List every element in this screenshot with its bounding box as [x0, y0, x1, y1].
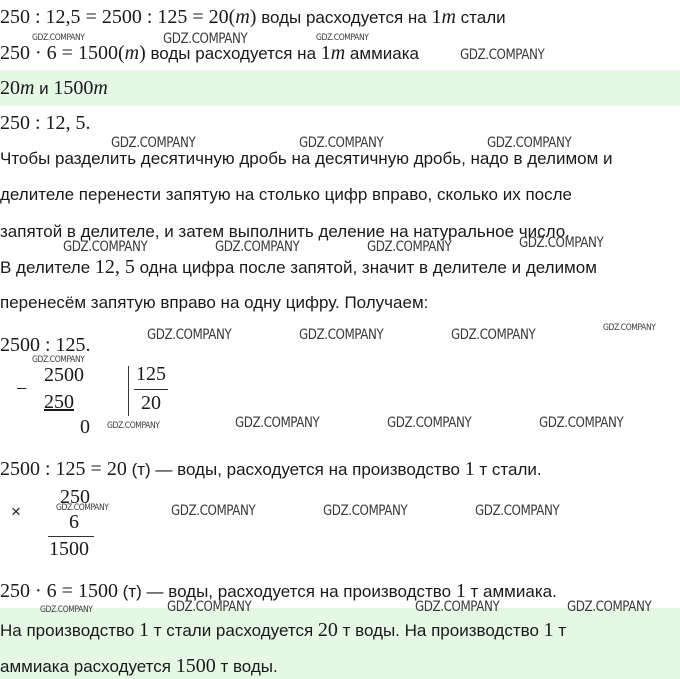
result-line-2: 250 · 6 = 1500 (т) — воды, расходуется на производство 1 т аммиака. [0, 580, 557, 602]
watermark: GDZ.COMPANY [387, 415, 472, 431]
mul-factor-b: 6 [69, 511, 79, 533]
watermark: GDZ.COMPANY [163, 31, 248, 47]
calc-line-2: 250 · 6 = 1500(т) воды расходуется на 1т аммиака [0, 42, 419, 64]
watermark: GDZ.COMPANY [32, 355, 85, 365]
watermark: GDZ.COMPANY [147, 327, 232, 343]
result-line-1: 2500 : 125 = 20 (т) — воды, расходуется на производство 1 т стали. [0, 458, 542, 480]
rule-line-3: запятой в делителе, и затем выполнить деление на натуральное число. [0, 222, 570, 241]
answer-line: 20т и 1500т [0, 77, 108, 99]
long-minus: − [16, 378, 28, 400]
watermark: GDZ.COMPANY [475, 503, 560, 519]
rule-line-4: В делителе 12, 5 одна цифра после запятой, значит в делителе и делимом [0, 256, 597, 278]
watermark: GDZ.COMPANY [451, 327, 536, 343]
mul-factor-a: 250 [60, 486, 90, 508]
watermark: GDZ.COMPANY [460, 47, 545, 63]
watermark: GDZ.COMPANY [63, 239, 148, 255]
conclusion-line-2: аммиака расходуется 1500 т воды. [0, 655, 278, 677]
conclusion-line-1: На производство 1 т стали расходуется 20 т воды. На производство 1 т [0, 619, 567, 641]
watermark: GDZ.COMPANY [171, 503, 256, 519]
watermark: GDZ.COMPANY [367, 239, 452, 255]
mul-rule [48, 536, 94, 537]
rule-line-1: Чтобы разделить десятичную дробь на десятичную дробь, надо в делимом и [0, 149, 613, 168]
watermark: GDZ.COMPANY [323, 503, 408, 519]
long-dividend: 2500 [44, 364, 84, 386]
calc-line-1: 250 : 12,5 = 2500 : 125 = 20(т) воды расходуется на 1т стали [0, 6, 506, 28]
long-subtrahend: 250 [44, 391, 74, 413]
watermark: GDZ.COMPANY [215, 239, 300, 255]
watermark: GDZ.COMPANY [40, 605, 93, 615]
watermark: GDZ.COMPANY [235, 415, 320, 431]
long-remainder: 0 [80, 416, 90, 438]
multiplication [0, 484, 200, 564]
long-division [0, 360, 200, 440]
watermark: GDZ.COMPANY [519, 235, 604, 251]
long-divisor: 125 [136, 363, 166, 385]
long-quotient: 20 [141, 392, 161, 414]
watermark: GDZ.COMPANY [107, 421, 160, 431]
divisor-rule [134, 389, 168, 390]
watermark: GDZ.COMPANY [56, 503, 109, 513]
watermark: GDZ.COMPANY [32, 33, 85, 43]
division-line: 250 : 12, 5. [0, 112, 91, 134]
watermark: GDZ.COMPANY [111, 135, 196, 151]
mul-result: 1500 [49, 538, 89, 560]
watermark: GDZ.COMPANY [299, 327, 384, 343]
watermark: GDZ.COMPANY [539, 415, 624, 431]
watermark: GDZ.COMPANY [167, 599, 252, 615]
watermark: GDZ.COMPANY [603, 323, 656, 333]
watermark: GDZ.COMPANY [415, 599, 500, 615]
watermark: GDZ.COMPANY [299, 135, 384, 151]
watermark: GDZ.COMPANY [487, 135, 572, 151]
watermark: GDZ.COMPANY [316, 33, 369, 43]
multiply-sign: × [11, 502, 21, 521]
division-line-2: 2500 : 125. [0, 334, 91, 356]
rule-line-2: делителе перенести запятую на столько цифр вправо, сколько их после [0, 185, 572, 204]
rule-line-5: перенесём запятую вправо на одну цифру. Получаем: [0, 293, 429, 312]
division-bar [128, 366, 129, 416]
watermark: GDZ.COMPANY [567, 599, 652, 615]
